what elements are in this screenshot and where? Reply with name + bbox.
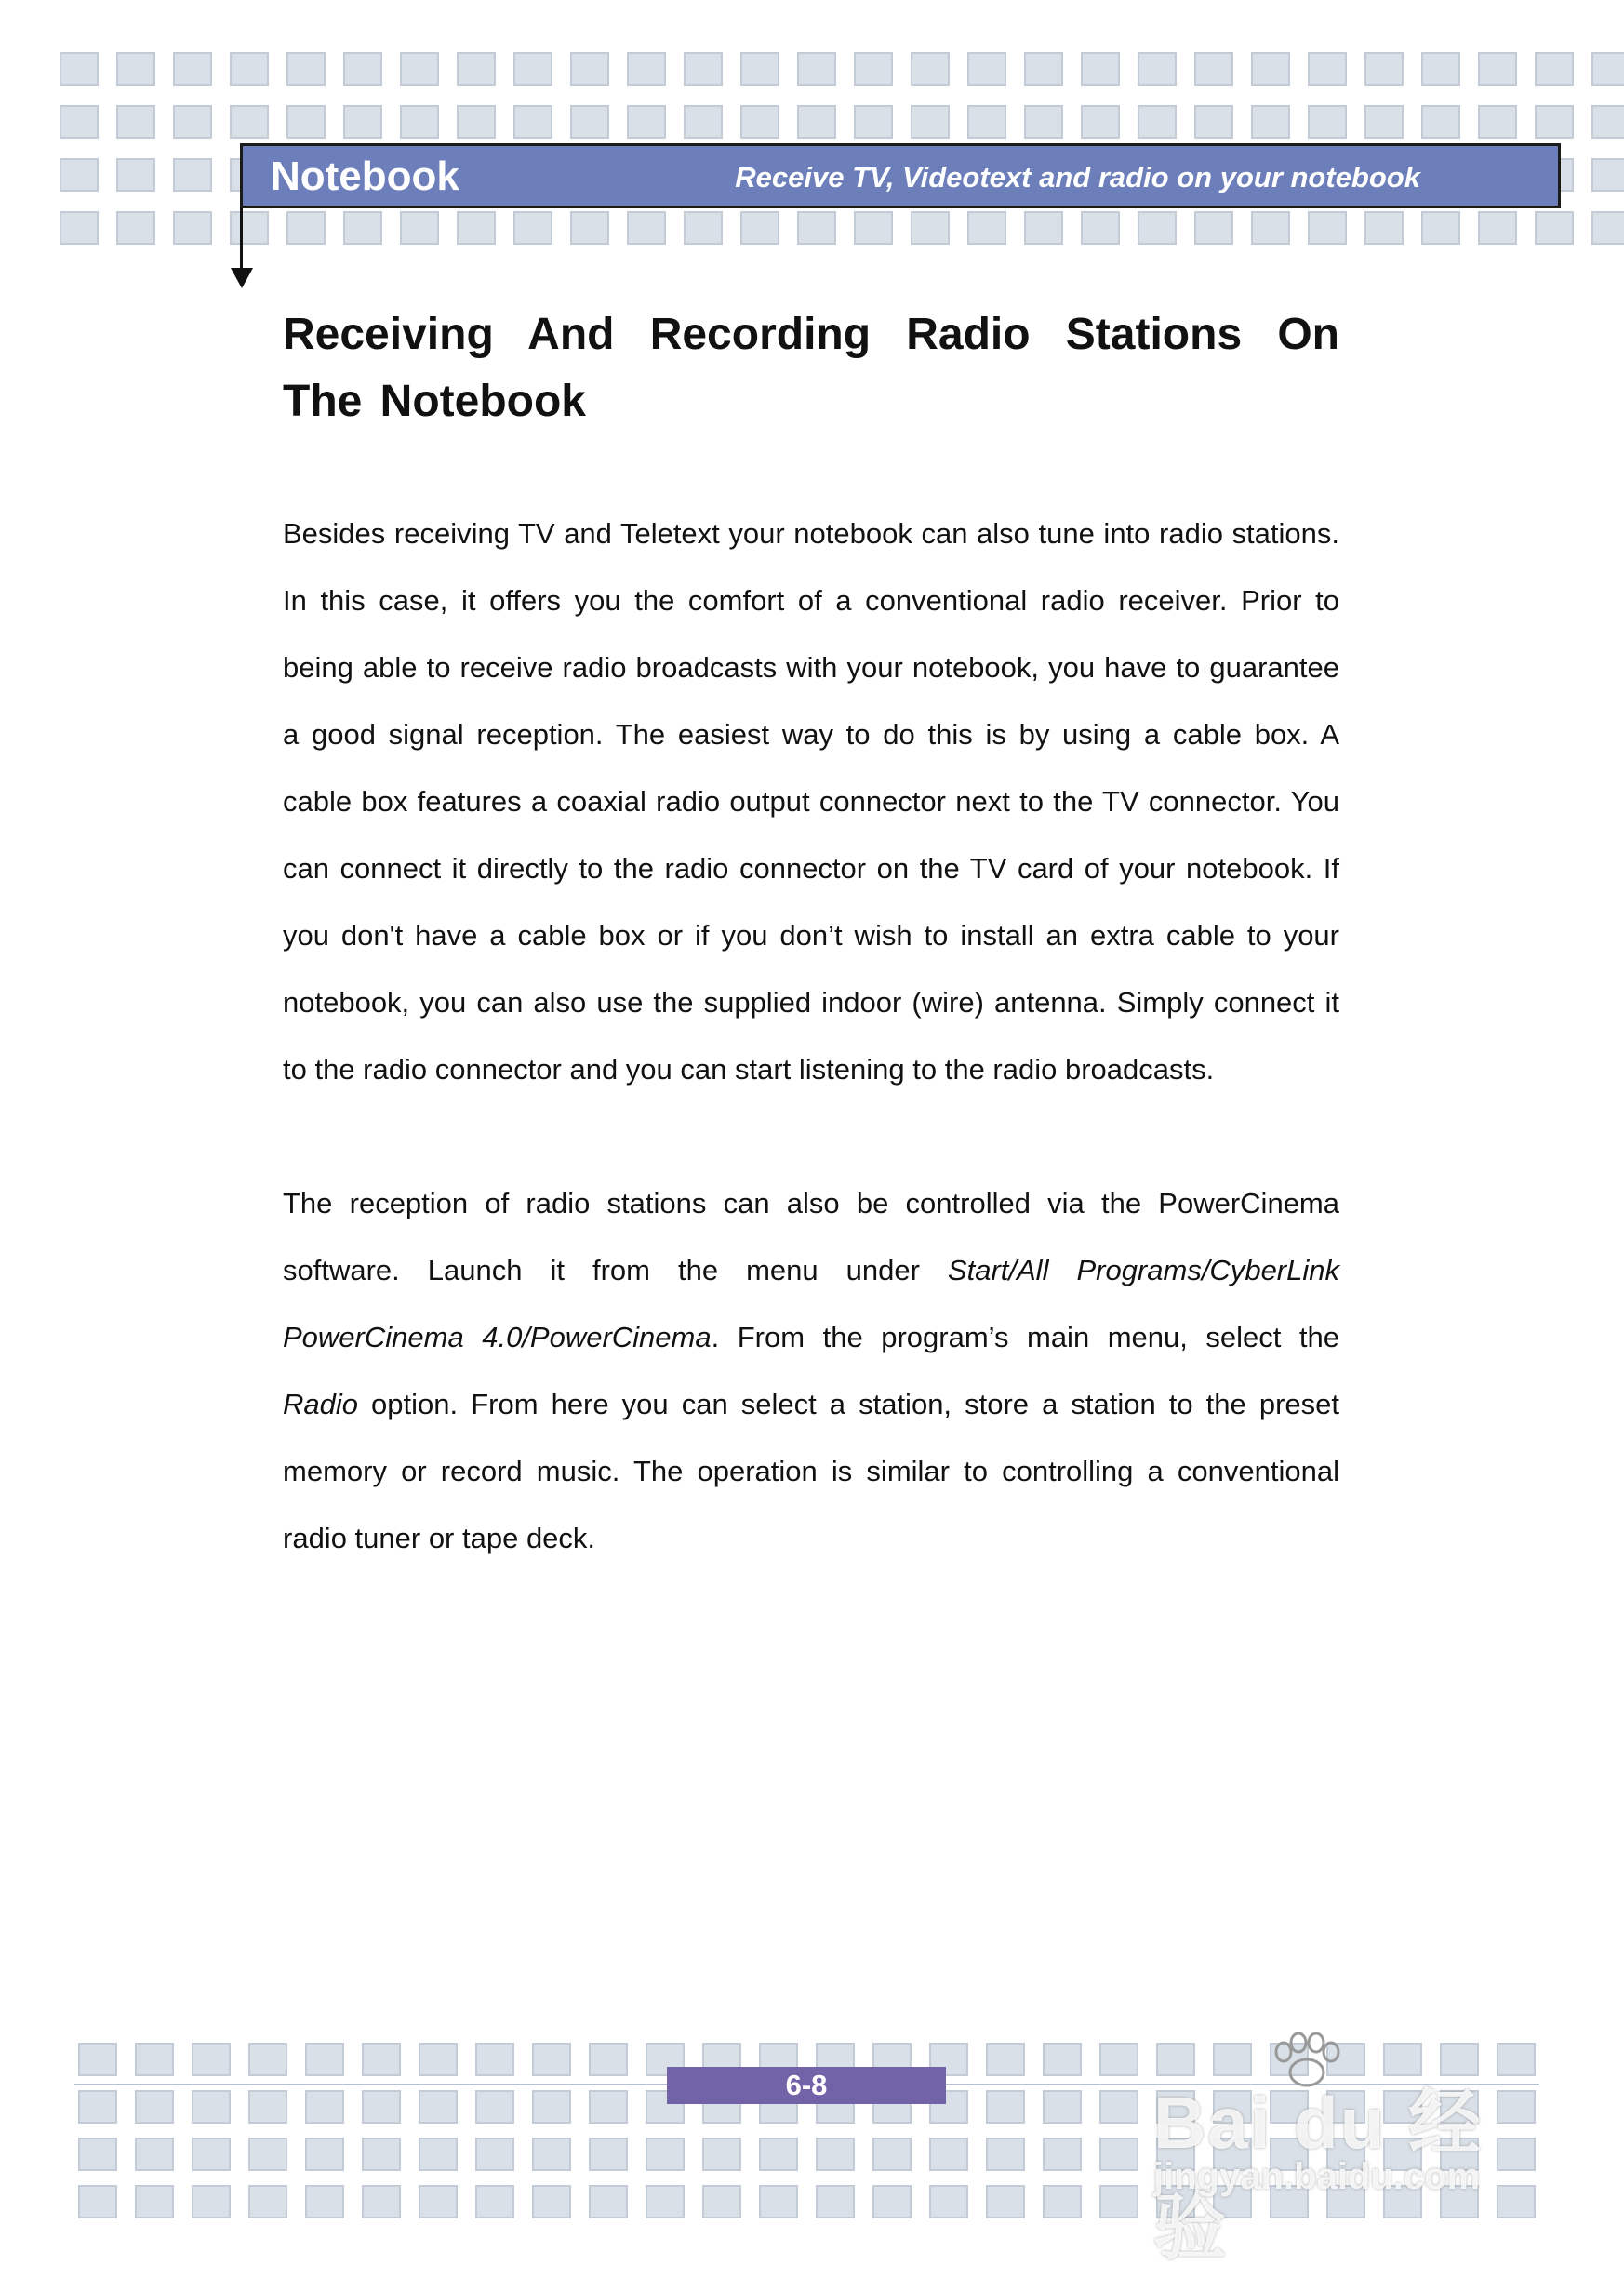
decorative-tile <box>532 2138 571 2171</box>
text-line: radio tuner or tape deck. <box>283 1522 596 1554</box>
decorative-tile <box>1308 211 1347 245</box>
text-line: The reception of radio stations can also be controlled via the PowerCinema <box>283 1187 1339 1219</box>
decorative-tile <box>173 158 212 192</box>
decorative-tile <box>1024 211 1063 245</box>
decorative-tile <box>305 2090 344 2124</box>
text-line: notebook, you can also use the supplied indoor (wire) antenna. Simply connect it <box>283 986 1339 1019</box>
decorative-tile <box>986 2138 1025 2171</box>
decorative-tile <box>1591 158 1624 192</box>
decorative-tile <box>1478 211 1517 245</box>
decorative-tile <box>1364 211 1404 245</box>
decorative-tile <box>419 2138 458 2171</box>
decorative-tile <box>1591 52 1624 86</box>
decorative-tile <box>362 2090 401 2124</box>
decorative-tile <box>116 211 155 245</box>
decorative-tile <box>740 52 779 86</box>
decorative-tile <box>797 52 836 86</box>
decorative-tile <box>1478 52 1517 86</box>
decorative-tile <box>1024 52 1063 86</box>
decorative-tile <box>475 2090 514 2124</box>
decorative-tile <box>248 2185 287 2218</box>
decorative-tile <box>532 2090 571 2124</box>
decorative-tile <box>248 2090 287 2124</box>
decorative-tile <box>135 2138 174 2171</box>
decorative-tile <box>362 2185 401 2218</box>
decorative-tile <box>1421 211 1460 245</box>
decorative-tile <box>911 52 950 86</box>
decorative-tile <box>116 105 155 139</box>
decorative-tile <box>1081 52 1120 86</box>
watermark-url: jingyan.baidu.com <box>1153 2156 1481 2197</box>
decorative-tile <box>362 2138 401 2171</box>
decorative-tile <box>116 158 155 192</box>
decorative-tile <box>419 2043 458 2076</box>
text-line: cable box features a coaxial radio output connector next to the TV connector. You <box>283 785 1339 818</box>
decorative-tile <box>286 211 326 245</box>
decorative-tile <box>60 211 99 245</box>
decorative-tile <box>192 2090 231 2124</box>
decorative-tile <box>343 211 382 245</box>
decorative-tile <box>400 211 439 245</box>
decorative-tile <box>589 2185 628 2218</box>
decorative-tile <box>1364 52 1404 86</box>
decorative-tile <box>135 2043 174 2076</box>
watermark-brand: Bai du 经验 <box>1153 2082 1484 2268</box>
decorative-tile <box>740 105 779 139</box>
decorative-tile <box>854 52 893 86</box>
decorative-tile <box>589 2043 628 2076</box>
decorative-tile <box>1535 211 1574 245</box>
decorative-tile <box>1138 211 1177 245</box>
decorative-tile <box>1024 105 1063 139</box>
decorative-tile <box>1099 2043 1138 2076</box>
text-line: to the radio connector and you can start listening to the radio broadcasts. <box>283 1053 1215 1086</box>
decorative-tile <box>816 2138 855 2171</box>
decorative-tile <box>78 2185 117 2218</box>
chapter-header-bar <box>240 143 1561 208</box>
decorative-tile <box>419 2185 458 2218</box>
menu-path: PowerCinema 4.0/PowerCinema <box>283 1321 712 1353</box>
decorative-tile <box>475 2138 514 2171</box>
decorative-tile <box>173 105 212 139</box>
decorative-tile <box>646 2185 685 2218</box>
decorative-tile <box>1081 105 1120 139</box>
decorative-tile <box>1138 105 1177 139</box>
decorative-tile <box>1421 105 1460 139</box>
menu-option: Radio <box>283 1388 358 1420</box>
decorative-tile <box>1591 105 1624 139</box>
decorative-tile <box>192 2185 231 2218</box>
decorative-tile <box>570 105 609 139</box>
decorative-tile <box>419 2090 458 2124</box>
decorative-tile <box>1043 2185 1082 2218</box>
decorative-tile <box>173 211 212 245</box>
decorative-tile <box>192 2138 231 2171</box>
decorative-tile <box>1308 105 1347 139</box>
decorative-tile <box>1043 2090 1082 2124</box>
watermark <box>1153 2037 1544 2268</box>
menu-path: Start/All Programs/CyberLink <box>947 1254 1339 1286</box>
decorative-tile <box>929 2185 968 2218</box>
decorative-tile <box>1308 52 1347 86</box>
decorative-tile <box>797 105 836 139</box>
pointer-line <box>240 208 243 272</box>
text-line <box>283 1304 1339 1371</box>
decorative-tile <box>702 2138 741 2171</box>
decorative-tile <box>532 2043 571 2076</box>
decorative-tile <box>513 211 552 245</box>
text-line: In this case, it offers you the comfort of a conventional radio receiver. Prior to <box>283 584 1339 617</box>
decorative-tile <box>230 105 269 139</box>
decorative-tile <box>1251 211 1290 245</box>
decorative-tile <box>872 2185 912 2218</box>
decorative-tile <box>967 105 1006 139</box>
decorative-tile <box>343 105 382 139</box>
decorative-tile <box>400 105 439 139</box>
decorative-tile <box>135 2185 174 2218</box>
decorative-tile <box>986 2090 1025 2124</box>
decorative-tile <box>911 105 950 139</box>
decorative-tile <box>513 52 552 86</box>
decorative-tile <box>759 2185 798 2218</box>
decorative-tile <box>1194 211 1233 245</box>
decorative-tile <box>570 52 609 86</box>
text-run: software. Launch it from the menu under <box>283 1254 948 1286</box>
decorative-tile <box>1099 2138 1138 2171</box>
paragraph-radio-reception <box>283 500 1339 1103</box>
decorative-tile <box>192 2043 231 2076</box>
decorative-tile <box>1043 2043 1082 2076</box>
text-run: . From the program’s main menu, select the <box>711 1321 1339 1353</box>
decorative-tile <box>986 2043 1025 2076</box>
decorative-tile <box>740 211 779 245</box>
decorative-tile <box>1043 2138 1082 2171</box>
decorative-tile <box>305 2043 344 2076</box>
decorative-tile <box>627 211 666 245</box>
decorative-tile <box>684 105 723 139</box>
decorative-tile <box>173 52 212 86</box>
decorative-tile <box>60 52 99 86</box>
decorative-tile <box>513 105 552 139</box>
decorative-tile <box>797 211 836 245</box>
decorative-tile <box>1251 52 1290 86</box>
section-label: Notebook <box>271 153 459 199</box>
decorative-tile <box>532 2185 571 2218</box>
decorative-tile <box>457 105 496 139</box>
decorative-tile <box>116 52 155 86</box>
decorative-tile <box>78 2090 117 2124</box>
text-line <box>283 1237 1339 1304</box>
decorative-tile <box>570 211 609 245</box>
decorative-tile <box>230 52 269 86</box>
decorative-tile <box>1138 52 1177 86</box>
page-number: 6-8 <box>667 2067 946 2104</box>
decorative-tile <box>759 2138 798 2171</box>
decorative-tile <box>475 2043 514 2076</box>
decorative-tile <box>967 211 1006 245</box>
decorative-tile <box>60 158 99 192</box>
decorative-tile <box>1591 211 1624 245</box>
text-line <box>283 1371 1339 1438</box>
decorative-tile <box>60 105 99 139</box>
decorative-tile <box>929 2138 968 2171</box>
decorative-tile <box>589 2090 628 2124</box>
decorative-tile <box>286 105 326 139</box>
decorative-tile <box>986 2185 1025 2218</box>
decorative-tile <box>1099 2090 1138 2124</box>
decorative-tile <box>854 105 893 139</box>
decorative-tile <box>400 52 439 86</box>
decorative-tile <box>78 2043 117 2076</box>
arrow-down-icon <box>231 268 253 288</box>
decorative-tile <box>1081 211 1120 245</box>
decorative-tile <box>475 2185 514 2218</box>
decorative-tile <box>1099 2185 1138 2218</box>
decorative-tile <box>589 2138 628 2171</box>
decorative-tile <box>854 211 893 245</box>
text-line: Besides receiving TV and Teletext your notebook can also tune into radio stations. <box>283 517 1339 550</box>
decorative-tile <box>457 52 496 86</box>
decorative-tile <box>1535 52 1574 86</box>
decorative-tile <box>248 2043 287 2076</box>
page-title: Receiving And Recording Radio Stations On The Notebook <box>283 310 1339 426</box>
paragraph-powercinema <box>283 1170 1339 1572</box>
decorative-tile <box>362 2043 401 2076</box>
text-line: being able to receive radio broadcasts with your notebook, you have to guarantee <box>283 651 1339 684</box>
text-line: you don't have a cable box or if you don’t wish to install an extra cable to your <box>283 919 1339 952</box>
text-line: a good signal reception. The easiest way to do this is by using a cable box. A <box>283 718 1339 751</box>
decorative-tile <box>78 2138 117 2171</box>
decorative-tile <box>627 105 666 139</box>
decorative-tile <box>1535 105 1574 139</box>
decorative-tile <box>684 211 723 245</box>
decorative-tile <box>135 2090 174 2124</box>
text-line: memory or record music. The operation is similar to controlling a conventional <box>283 1455 1339 1487</box>
decorative-tile <box>646 2138 685 2171</box>
decorative-tile <box>286 52 326 86</box>
decorative-tile <box>911 211 950 245</box>
decorative-tile <box>305 2185 344 2218</box>
decorative-tile <box>457 211 496 245</box>
decorative-tile <box>816 2185 855 2218</box>
decorative-tile <box>1194 52 1233 86</box>
decorative-tile <box>627 52 666 86</box>
decorative-tile <box>1251 105 1290 139</box>
decorative-tile <box>1421 52 1460 86</box>
decorative-tile <box>1478 105 1517 139</box>
text-line: can connect it directly to the radio connector on the TV card of your notebook. If <box>283 852 1339 885</box>
decorative-tile <box>872 2138 912 2171</box>
decorative-tile <box>1364 105 1404 139</box>
decorative-tile <box>248 2138 287 2171</box>
decorative-tile <box>343 52 382 86</box>
decorative-tile <box>230 211 269 245</box>
chapter-title: Receive TV, Videotext and radio on your notebook <box>735 161 1420 193</box>
decorative-tile <box>967 52 1006 86</box>
decorative-tile <box>305 2138 344 2171</box>
text-run: option. From here you can select a station, store a station to the preset <box>358 1388 1339 1420</box>
decorative-tile <box>702 2185 741 2218</box>
decorative-tile <box>1194 105 1233 139</box>
decorative-tile <box>684 52 723 86</box>
